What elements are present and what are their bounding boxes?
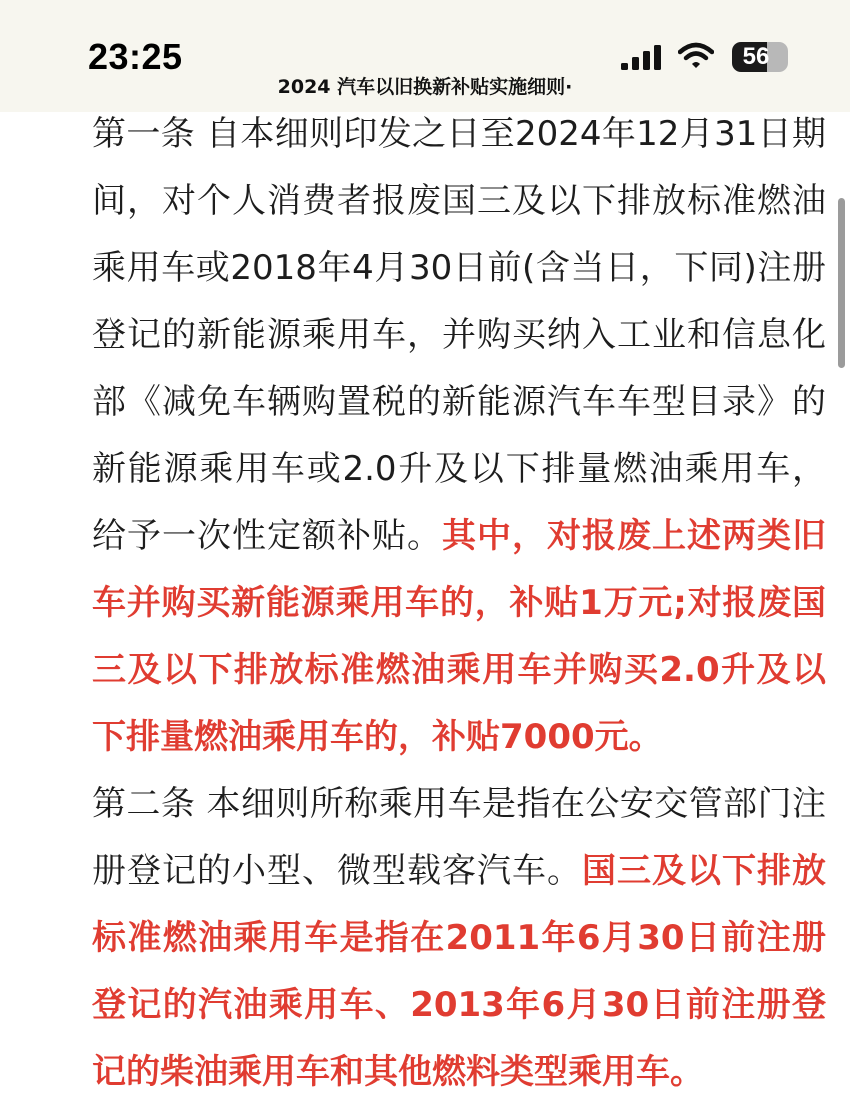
article-1	[24, 101, 826, 771]
article-2-highlight: 国三及以下排放标准燃油乘用车是指在2011年6月30日前注册登记的汽油乘用车、2013年6月30日前注册登记的柴油乘用车和其他燃料类型乘用车。	[92, 851, 826, 1092]
document-body	[24, 101, 826, 1106]
status-time: 23:25	[88, 36, 183, 77]
scrollbar[interactable]	[838, 198, 845, 368]
article-1-text: 第一条 自本细则印发之日至2024年12月31日期间，对个人消费者报废国三及以下排放标准燃油乘用车或2018年4月30日前(含当日，下同)注册登记的新能源乘用车，并购买纳入工业和信息化部《减免车辆购置税的新能源汽车车型目录》的新能源乘用车或2.0升及以下排量燃油乘用车，给予一次性定额补贴。	[92, 114, 826, 556]
battery-level: 56	[742, 43, 770, 70]
document-title: 2024 汽车以旧换新补贴实施细则·	[277, 76, 573, 98]
status-bar	[0, 0, 850, 112]
article-1-highlight: 其中，对报废上述两类旧车并购买新能源乘用车的，补贴1万元;对报废国三及以下排放标准燃油乘用车并购买2.0升及以下排量燃油乘用车的，补贴7000元。	[92, 516, 826, 757]
wifi-icon	[678, 42, 714, 70]
article-2-text: 第二条 本细则所称乘用车是指在公安交管部门注册登记的小型、微型载客汽车。	[92, 784, 826, 891]
battery-cap	[782, 52, 786, 62]
article-2	[24, 771, 826, 1106]
cellular-signal-icon	[620, 44, 664, 72]
battery-icon	[732, 42, 788, 72]
